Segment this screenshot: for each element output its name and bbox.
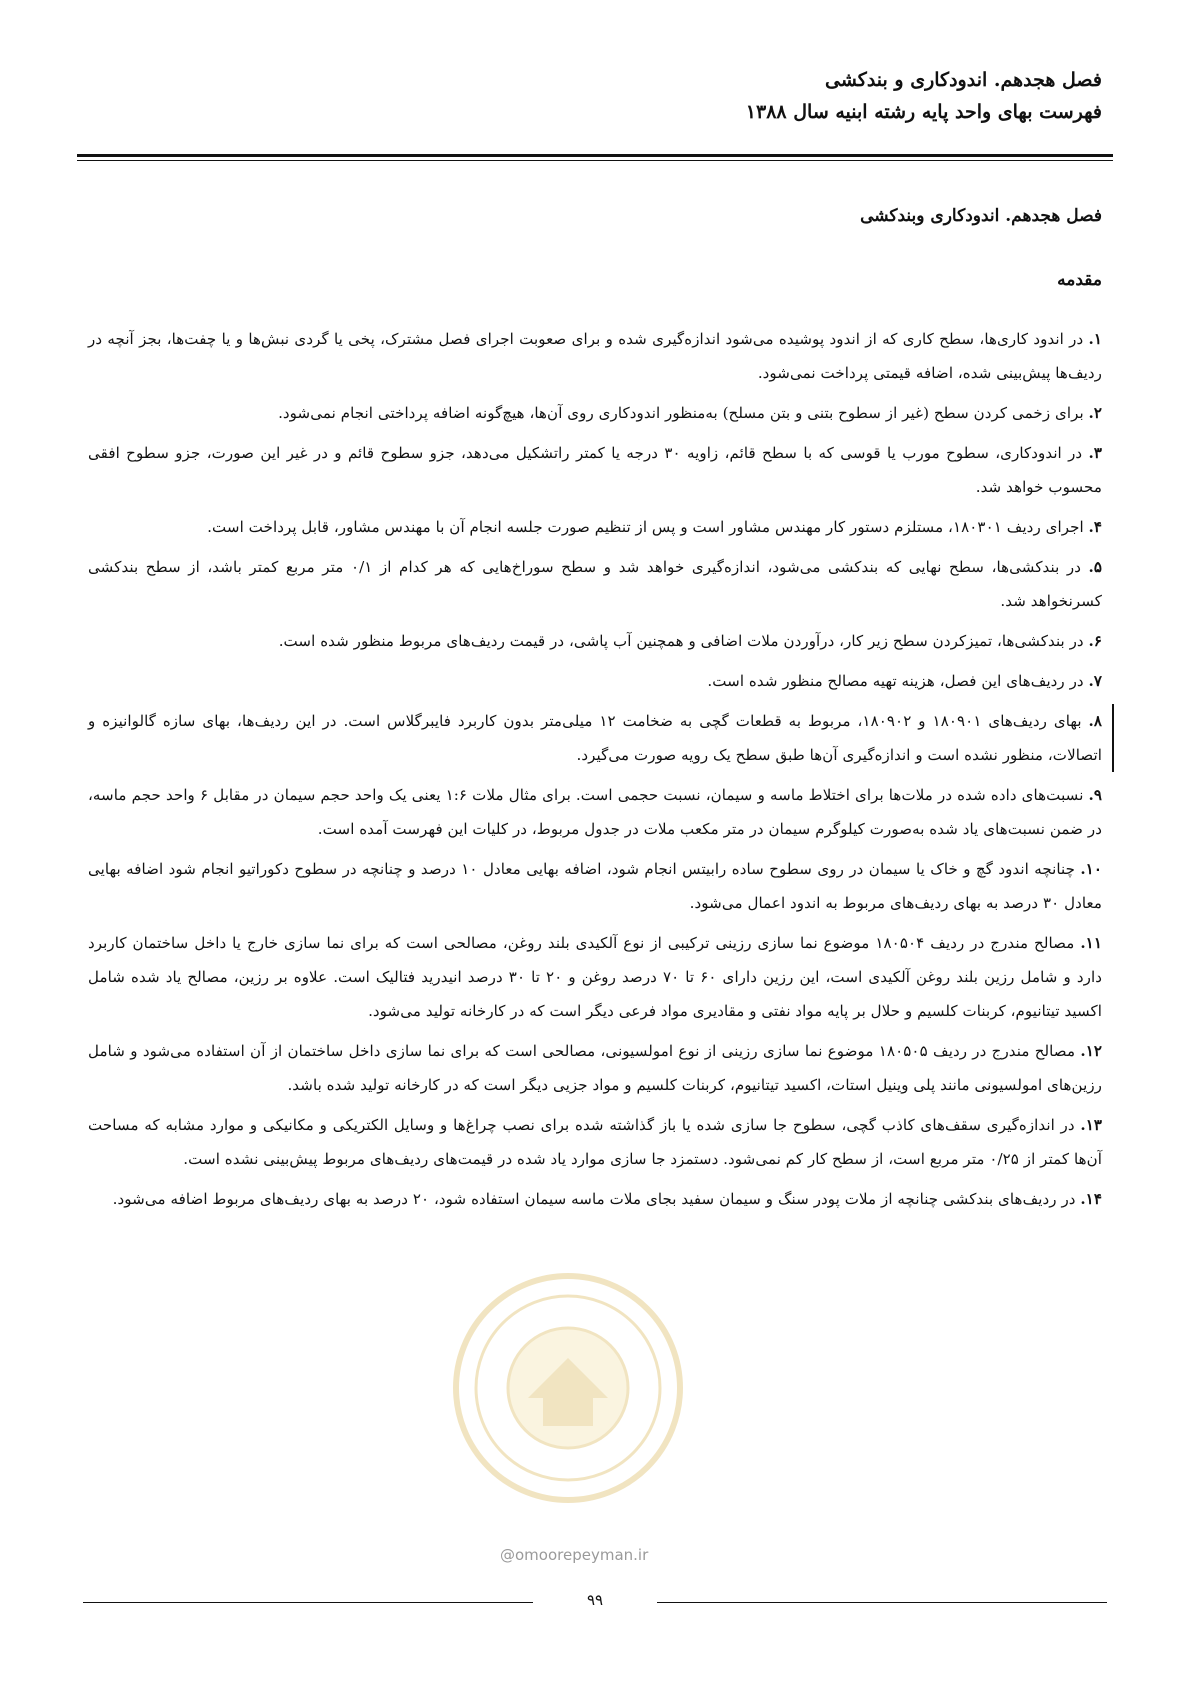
- paragraph-11: [88, 926, 1102, 1028]
- page-header: [746, 64, 1102, 128]
- paragraph-number: ۱۳.: [1080, 1116, 1103, 1134]
- paragraph-2: [88, 396, 1102, 430]
- paragraph-text: در ردیف‌های بندکشی چنانچه از ملات پودر سنگ و سیمان سفید بجای ملات ماسه سیمان استفاده شود، ۲۰ درصد به بهای ردیف‌های مربوط اضافه می‌شود.: [112, 1190, 1076, 1208]
- footer-rule-right: [657, 1602, 1107, 1603]
- paragraph-5: [88, 550, 1102, 618]
- paragraph-text: مصالح مندرج در ردیف ۱۸۰۵۰۴ موضوع نما سازی رزینی ترکیبی از نوع آلکیدی بلند روغن، مصالحی است که برای نما سازی خارج یا داخل ساختمان کاربرد دارد و شامل رزین بلند روغن آلکیدی است، این رزین دارای ۶۰ تا ۷۰ درصد روغن و ۲۰ تا ۳۰ درصد انیدرید فتالیک است. علاوه بر رزین، مصالح یاد شده شامل اکسید تیتانیوم، کربنات کلسیم و حلال بر پایه مواد نفتی و مقادیری مواد فرعی دیگر است که در کارخانه تولید می‌شود.: [88, 934, 1103, 1020]
- paragraph-text: در اندازه‌گیری سقف‌های کاذب گچی، سطوح جا سازی شده یا باز گذاشته شده برای نصب چراغ‌ها و وسایل الکتریکی و مکانیکی و موارد مشابه که مساحت آن‌ها کمتر از ۰/۲۵ متر مربع است، از سطح کار کم نمی‌شود. دستمزد جا سازی موارد یاد شده در قیمت‌های ردیف‌های مربوط پیش‌بینی نشده است.: [88, 1116, 1102, 1168]
- paragraph-number: ۱.: [1088, 330, 1103, 348]
- paragraph-text: در بندکشی‌ها، تمیزکردن سطح زیر کار، درآوردن ملات اضافی و همچنین آب پاشی، در قیمت ردیف‌های مربوط منظور شده است.: [278, 632, 1084, 650]
- paragraph-number: ۷.: [1088, 672, 1102, 690]
- chapter-title: فصل هجدهم. اندودکاری وبندکشی: [860, 206, 1102, 226]
- paragraph-text: چنانچه اندود گچ و خاک یا سیمان در روی سطوح ساده رابیتس انجام شود، اضافه بهایی معادل ۱۰ درصد و چنانچه در سطوح دکوراتیو انجام شود اضافه بهایی معادل ۳۰ درصد به بهای ردیف‌های مربوط به اندود اعمال می‌شود.: [88, 860, 1102, 912]
- paragraph-text: مصالح مندرج در ردیف ۱۸۰۵۰۵ موضوع نما سازی رزینی از نوع امولسیونی، مصالحی است که برای نما سازی داخل ساختمان از آن استفاده می‌شود و شامل رزین‌های امولسیونی مانند پلی وینیل استات، اکسید تیتانیوم، کربنات کلسیم و مواد جزیی دیگر است که در کارخانه تولید شده باشد.: [88, 1042, 1102, 1094]
- paragraph-8: [88, 704, 1114, 772]
- paragraph-13: [88, 1108, 1102, 1176]
- paragraph-text: نسبت‌های داده شده در ملات‌ها برای اختلاط ماسه و سیمان، نسبت حجمی است. برای مثال ملات ۱:۶ یعنی یک واحد حجم سیمان در مقابل ۶ واحد حجم ماسه، در ضمن نسبت‌های یاد شده به‌صورت کیلوگرم سیمان در متر مکعب ملات در جدول مربوط، در کلیات این فهرست آمده است.: [88, 786, 1102, 838]
- paragraph-1: [88, 322, 1102, 390]
- paragraph-number: ۶.: [1088, 632, 1102, 650]
- paragraph-6: [88, 624, 1102, 658]
- watermark-text: @omoorepeyman.ir: [500, 1546, 649, 1564]
- paragraph-text: در بندکشی‌ها، سطح نهایی که بندکشی می‌شود، اندازه‌گیری خواهد شد و سطح سوراخ‌هایی که هر کدام از ۰/۱ متر مربع کمتر باشد، از سطح بندکشی کسرنخواهد شد.: [88, 558, 1102, 610]
- paragraph-number: ۹.: [1088, 786, 1103, 804]
- header-chapter: فصل هجدهم. اندودکاری و بندکشی: [824, 69, 1102, 91]
- paragraph-text: اجرای ردیف ۱۸۰۳۰۱، مستلزم دستور کار مهندس مشاور است و پس از تنظیم صورت جلسه انجام آن با مهندس مشاور، قابل پرداخت است.: [207, 518, 1084, 536]
- paragraph-number: ۵.: [1088, 558, 1103, 576]
- paragraph-text: در اندود کاری‌ها، سطح کاری که از اندود پوشیده می‌شود اندازه‌گیری شده و برای صعوبت اجرای فصل مشترک، پخی یا گردی نبش‌ها و یا چفت‌ها، بجز آنچه در ردیف‌ها پیش‌بینی شده، اضافه قیمتی پرداخت نمی‌شود.: [88, 330, 1102, 382]
- paragraph-text: برای زخمی کردن سطح (غیر از سطوح بتنی و بتن مسلح) به‌منظور اندودکاری روی آن‌ها، هیچ‌گونه اضافه پرداختی انجام نمی‌شود.: [278, 404, 1084, 422]
- paragraph-10: [88, 852, 1102, 920]
- header-rule-thick: [77, 154, 1113, 157]
- header-rule-thin: [77, 160, 1113, 161]
- paragraph-7: [88, 664, 1102, 698]
- watermark-logo: [448, 1268, 688, 1508]
- page-number: ۹۹: [586, 1591, 604, 1609]
- paragraph-number: ۴.: [1088, 518, 1102, 536]
- paragraph-number: ۳.: [1088, 444, 1102, 462]
- intro-title: مقدمه: [1057, 270, 1102, 290]
- footer-rule-left: [83, 1602, 533, 1603]
- paragraph-number: ۱۴.: [1080, 1190, 1102, 1208]
- paragraph-number: ۱۱.: [1080, 934, 1102, 952]
- paragraph-text: در اندودکاری، سطوح مورب یا قوسی که با سطح قائم، زاویه ۳۰ درجه یا کمتر راتشکیل می‌دهد، جزو سطوح قائم و در غیر این صورت، جزو سطوح افقی محسوب خواهد شد.: [88, 444, 1102, 496]
- paragraph-3: [88, 436, 1102, 504]
- paragraph-number: ۱۲.: [1080, 1042, 1103, 1060]
- paragraph-14: [88, 1182, 1102, 1216]
- paragraph-text: در ردیف‌های این فصل، هزینه تهیه مصالح منظور شده است.: [707, 672, 1084, 690]
- header-book-title: فهرست بهای واحد پایه رشته ابنیه سال ۱۳۸۸: [745, 101, 1102, 123]
- content: [88, 322, 1102, 1222]
- paragraph-12: [88, 1034, 1102, 1102]
- paragraph-4: [88, 510, 1102, 544]
- paragraph-number: ۱۰.: [1080, 860, 1102, 878]
- paragraph-9: [88, 778, 1102, 846]
- paragraph-text: بهای ردیف‌های ۱۸۰۹۰۱ و ۱۸۰۹۰۲، مربوط به قطعات گچی به ضخامت ۱۲ میلی‌متر بدون کاربرد فایبرگلاس است. در این ردیف‌ها، بهای سازه گالوانیزه و اتصالات، منظور نشده است و اندازه‌گیری آن‌ها طبق سطح یک رویه صورت می‌گیرد.: [88, 712, 1102, 764]
- paragraph-number: ۸.: [1088, 712, 1103, 730]
- paragraph-number: ۲.: [1088, 404, 1102, 422]
